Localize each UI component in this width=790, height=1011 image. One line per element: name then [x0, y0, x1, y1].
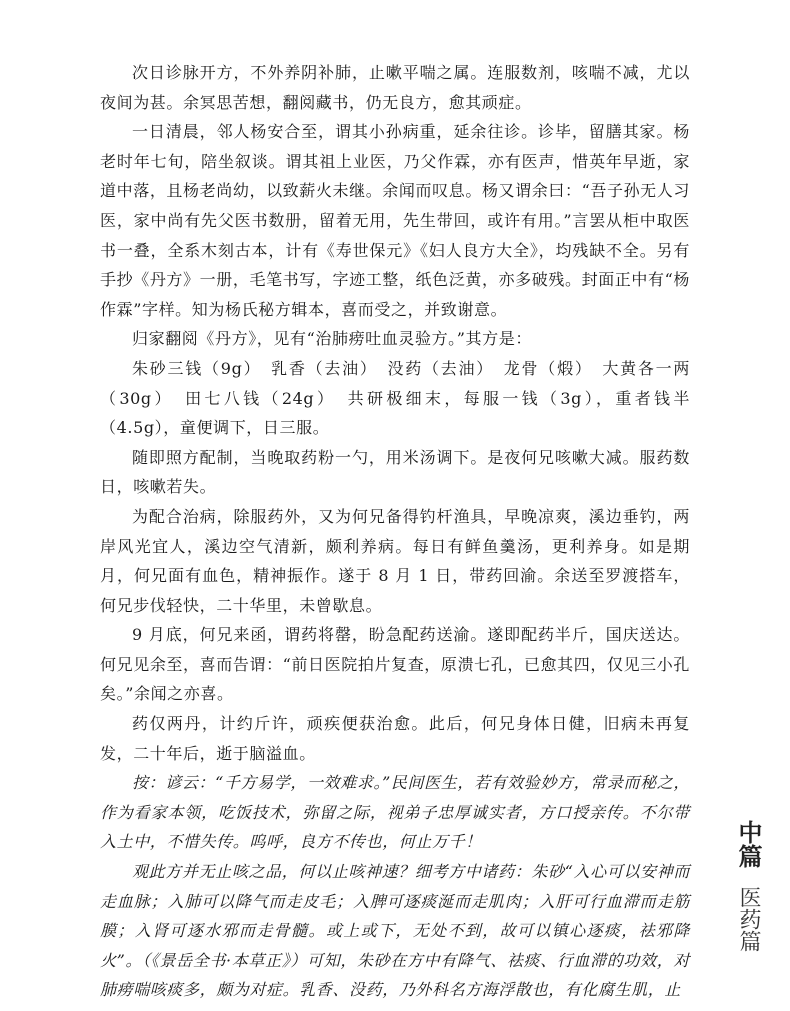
paragraph-6: 为配合治病，除服药外，又为何兄备得钓杆渔具，早晚凉爽，溪边垂钓，两岸风光宜人，溪边空气清新，颇利养病。每日有鲜鱼羹汤，更利养身。如是期月，何兄面有血色，精神振作。遂于 8 月 1 日，带药回渝。余送至罗渡搭车，何兄步伐轻快，二十华里，未曾歇息。	[100, 506, 690, 615]
paragraph-5: 随即照方配制，当晚取药粉一勺，用米汤调下。是夜何兄咳嗽大减。服药数日，咳嗽若失。	[100, 447, 690, 497]
paragraph-8: 药仅两丹，计约斤许，顽疾便获治愈。此后，何兄身体日健，旧病未再复发，二十年后，逝于脑溢血。	[100, 714, 690, 763]
paragraph-1: 次日诊脉开方，不外养阴补肺，止嗽平喘之属。连服数剂，咳喘不减，尤以夜间为甚。余冥思苦想，翻阅藏书，仍无良方，愈其顽症。	[100, 63, 690, 112]
section-subtitle: 医药篇	[736, 886, 761, 952]
commentary-paragraph-1: 按：谚云：“千方易学，一效难求。”民间医生，若有效验妙方，常录而秘之，作为看家本领，吃饭技术，弥留之际，视弟子忠厚诚实者，方口授亲传。不尔带入土中，不惜失传。呜呼，良方不传也，何止万千！	[100, 773, 690, 852]
section-title: 中篇	[734, 820, 762, 868]
paragraph-2: 一日清晨，邻人杨安合至，谓其小孙病重，延余往诊。诊毕，留膳其家。杨老时年七旬，陪坐叙谈。谓其祖上业医，乃父作霖，亦有医声，惜英年早逝，家道中落，且杨老尚幼，以致薪火未继。余闻而叹息。杨又谓余曰：“吾子孙无人习医，家中尚有先父医书数册，留着无用，先生带回，或许有用。”言罢从柜中取医书一叠，全系木刻古本，计有《寿世保元》《妇人良方大全》，均残缺不全。另有手抄《丹方》一册，毛笔书写，字迹工整，纸色泛黄，亦多破残。封面正中有“杨作霖”字样。知为杨氏秘方辑本，喜而受之，并致谢意。	[100, 122, 690, 319]
prescription-paragraph: 朱砂三钱（9g） 乳香（去油） 没药（去油） 龙骨（煅） 大黄各一两（30g） 田七八钱（24g） 共研极细末，每服一钱（3g），重者钱半（4.5g），童便调下，日三服。	[100, 358, 690, 438]
paragraph-3: 归家翻阅《丹方》，见有“治肺痨吐血灵验方。”其方是：	[132, 329, 532, 349]
commentary-paragraph-2: 观此方并无止咳之品，何以止咳神速？细考方中诸药：朱砂“入心可以安神而走血脉；入肺可以降气而走皮毛；入脾可逐痰涎而走肌肉；入肝可行血滞而走筋膜；入肾可逐水邪而走骨髓。或上或下，无处不到，故可以镇心逐痰，祛邪降火”。（《景岳全书·本草正》）可知，朱砂在方中有降气、祛痰、行血滞的功效，对肺痨喘咳痰多，颇为对症。乳香、没药，乃外科名方海浮散也，有化腐生肌，止	[100, 862, 690, 1000]
section-side-label	[728, 820, 768, 952]
page-body	[100, 58, 690, 1005]
paragraph-7: 9 月底，何兄来函，谓药将罄，盼急配药送渝。遂即配药半斤，国庆送达。何兄见余至，喜而告谓：“前日医院拍片复查，原溃七孔，已愈其四，仅见三小孔矣。”余闻之亦喜。	[100, 625, 690, 704]
